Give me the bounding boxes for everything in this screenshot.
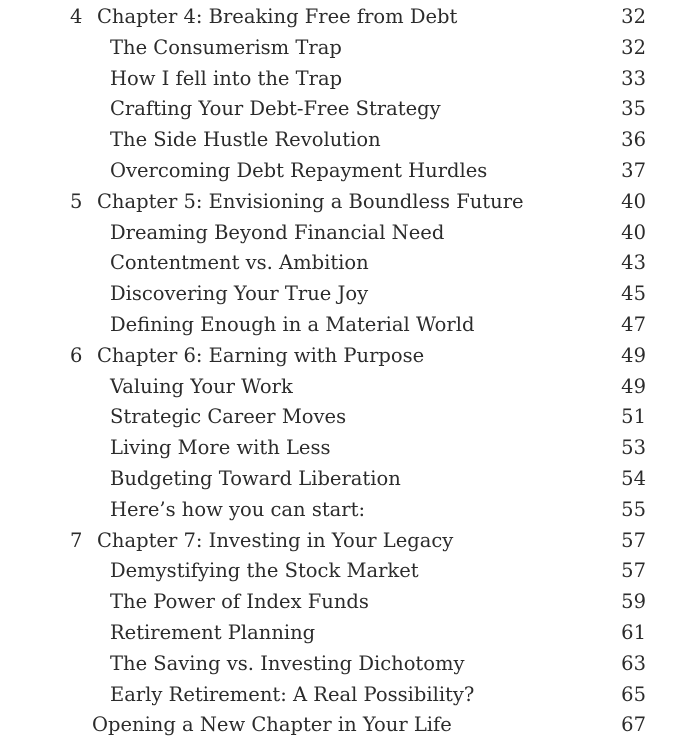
page-number: 53 [621,436,646,460]
toc-section-entry[interactable] [0,248,692,278]
entry-title: Discovering Your True Joy [110,282,369,306]
toc-chapter-entry[interactable] [0,526,692,556]
page-number: 35 [621,97,646,121]
entry-title: Chapter 4: Breaking Free from Debt [97,5,458,28]
toc-chapter-entry[interactable] [0,2,692,32]
page-number: 51 [621,405,646,429]
toc-section-entry[interactable] [0,310,692,340]
page-number: 55 [621,497,646,521]
page-number: 40 [621,189,646,213]
page-number: 33 [621,66,646,90]
entry-title: Valuing Your Work [110,374,293,398]
toc-section-entry[interactable] [0,94,692,124]
toc-section-entry[interactable] [0,156,692,186]
toc-section-entry[interactable] [0,218,692,248]
page-number: 47 [621,313,646,336]
toc-section-entry[interactable] [0,372,692,402]
toc-section-entry[interactable] [0,618,692,648]
toc-section-entry[interactable] [0,649,692,679]
entry-title: Living More with Less [110,436,331,460]
toc-section-entry[interactable] [0,680,692,710]
entry-title: Dreaming Beyond Financial Need [110,220,445,244]
entry-title: Demystifying the Stock Market [110,559,419,583]
entry-title: Strategic Career Moves [110,405,347,429]
page-number: 57 [621,528,646,552]
page-number: 49 [621,343,646,367]
entry-title: Defining Enough in a Material World [110,313,475,336]
page-number: 49 [621,374,646,398]
entry-title: Chapter 6: Earning with Purpose [97,343,425,367]
page-number: 61 [621,621,646,644]
chapter-number: 6 [70,343,83,367]
page-number: 59 [621,590,646,614]
toc-closing-entry[interactable] [0,710,692,740]
page-number: 32 [621,5,646,28]
page-number: 63 [621,651,646,675]
chapter-number: 7 [70,528,83,552]
toc-chapter-entry[interactable] [0,187,692,217]
page-number: 40 [621,220,646,244]
page-number: 65 [621,682,646,706]
entry-title: The Side Hustle Revolution [110,128,381,152]
entry-title: Crafting Your Debt-Free Strategy [110,97,441,121]
toc-section-entry[interactable] [0,587,692,617]
page-number: 32 [621,35,646,59]
entry-title: Early Retirement: A Real Possibility? [110,682,475,706]
entry-title: The Saving vs. Investing Dichotomy [110,651,465,675]
chapter-number: 5 [70,189,83,213]
toc-section-entry[interactable] [0,125,692,155]
page-number: 36 [621,128,646,152]
page-number: 37 [621,159,646,182]
entry-title: Overcoming Debt Repayment Hurdles [110,159,488,182]
entry-title: The Consumerism Trap [110,35,342,59]
page-number: 45 [621,282,646,306]
entry-title: Chapter 5: Envisioning a Boundless Future [97,189,524,213]
page-number: 43 [621,251,646,275]
toc-section-entry[interactable] [0,495,692,525]
entry-title: Here’s how you can start: [110,497,366,521]
page-number: 67 [621,713,646,737]
toc-section-entry[interactable] [0,556,692,586]
toc-section-entry[interactable] [0,33,692,63]
entry-title: Retirement Planning [110,621,316,644]
toc-chapter-entry[interactable] [0,341,692,371]
chapter-number: 4 [70,5,83,28]
entry-title: How I fell into the Trap [110,66,343,90]
toc-section-entry[interactable] [0,433,692,463]
entry-title: Contentment vs. Ambition [110,251,369,275]
toc-section-entry[interactable] [0,402,692,432]
toc-section-entry[interactable] [0,64,692,94]
entry-title: Budgeting Toward Liberation [110,467,401,490]
toc-section-entry[interactable] [0,279,692,309]
page-number: 57 [621,559,646,583]
page-number: 54 [621,467,646,490]
entry-title: Opening a New Chapter in Your Life [92,713,452,737]
toc-section-entry[interactable] [0,464,692,494]
entry-title: The Power of Index Funds [110,590,369,614]
entry-title: Chapter 7: Investing in Your Legacy [97,528,454,552]
